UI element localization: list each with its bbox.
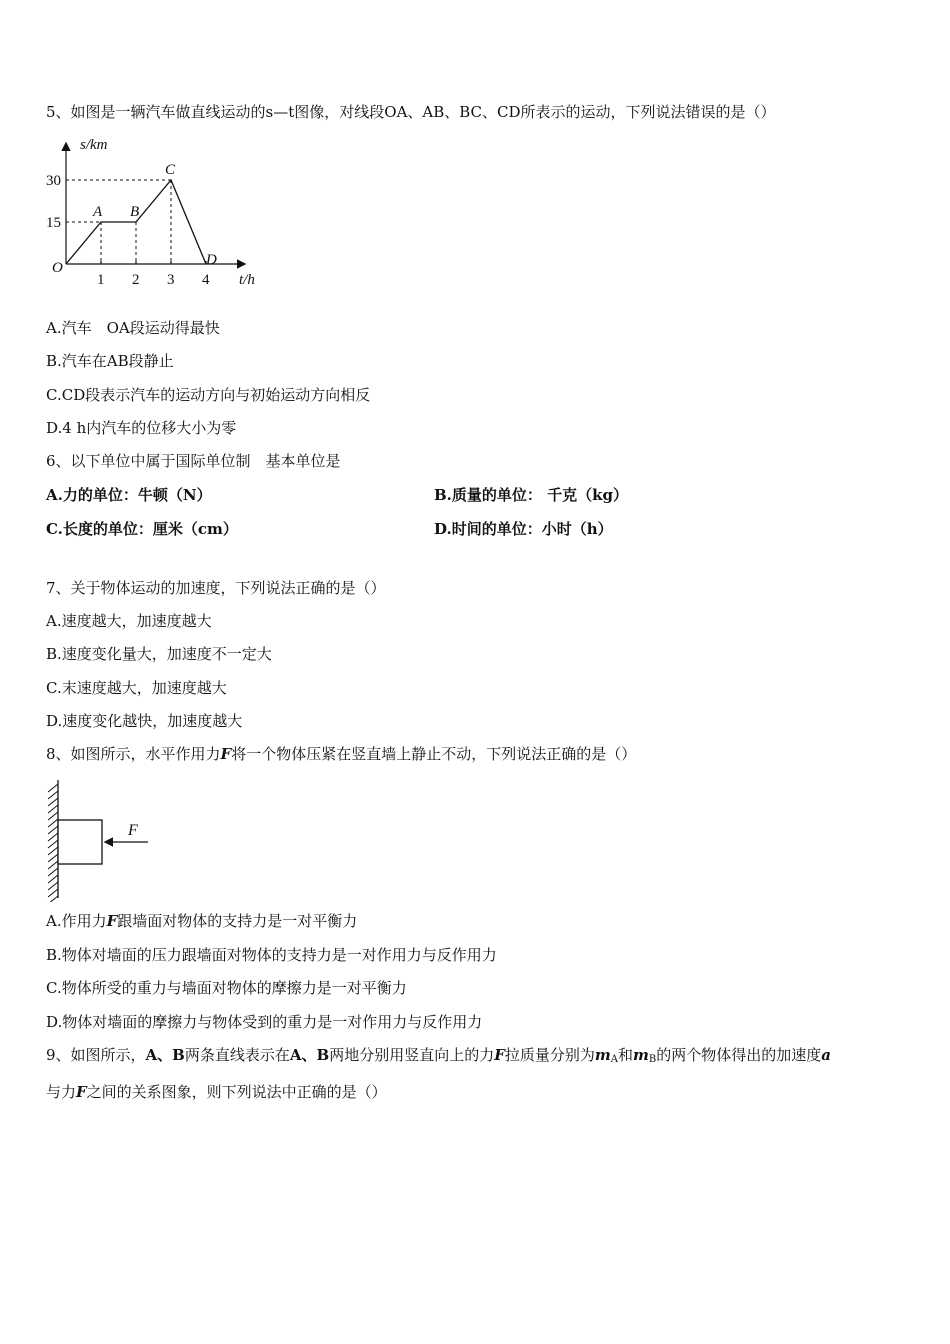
hatch-line — [48, 784, 58, 792]
x-tick-label-2: 2 — [132, 272, 140, 288]
hatch-line — [48, 868, 58, 876]
q9-stem-line1 — [46, 1045, 831, 1070]
hatch-line — [48, 889, 58, 897]
q9-text: 和 — [618, 1046, 634, 1064]
q5-option-b: B.汽车在AB段静止 — [46, 352, 174, 370]
q6-option-c: C.长度的单位：厘米（cm） — [46, 520, 238, 538]
q5-option-d: D.4 h内汽车的位移大小为零 — [46, 419, 237, 437]
q8-stem-part2: 将一个物体压紧在竖直墙上静止不动，下列说法正确的是（） — [231, 745, 637, 763]
q6-stem: 6、以下单位中属于国际单位制 基本单位是 — [46, 452, 341, 470]
x-tick-label-4: 4 — [202, 272, 210, 288]
q8-option-a-force-symbol: F — [106, 912, 118, 930]
origin-label: O — [52, 260, 63, 276]
q8-wall-figure — [40, 778, 160, 902]
hatch-line — [48, 826, 58, 834]
q9-text: A、B — [145, 1046, 185, 1064]
q9-subscript: B — [648, 1054, 657, 1065]
hatch-line — [48, 854, 58, 862]
hatch-line — [48, 882, 58, 890]
point-label-D: D — [206, 252, 217, 268]
q9-subscript: A — [610, 1054, 619, 1065]
q9-text: 两条直线表示在 — [184, 1046, 290, 1064]
q6-option-d: D.时间的单位：小时（h） — [434, 520, 613, 538]
y-tick-label-15: 15 — [46, 215, 61, 231]
q8-stem — [46, 744, 636, 764]
hatch-line — [48, 812, 58, 820]
x-tick-label-1: 1 — [97, 272, 105, 288]
q5-option-c: C.CD段表示汽车的运动方向与初始运动方向相反 — [46, 386, 371, 404]
q9-text: 拉质量分别为 — [504, 1046, 595, 1064]
hatch-line — [48, 791, 58, 799]
q9-text: 的两个物体得出的加速度 — [656, 1046, 822, 1064]
q9-force-symbol: F — [76, 1083, 87, 1101]
q7-option-d: D.速度变化越快，加速度越大 — [46, 712, 243, 730]
block — [58, 820, 102, 864]
hatch-line — [48, 896, 58, 902]
y-axis-label: s/km — [80, 137, 108, 153]
q5-st-graph — [44, 134, 274, 294]
q7-option-c: C.末速度越大，加速度越大 — [46, 679, 227, 697]
hatch-line — [48, 805, 58, 813]
point-label-C: C — [165, 162, 176, 178]
q8-option-a — [46, 911, 357, 931]
q9-text: 9、如图所示， — [46, 1046, 146, 1064]
q5-option-a: A.汽车 OA段运动得最快 — [46, 319, 220, 337]
point-label-B: B — [130, 204, 140, 220]
q9-text: 两地分别用竖直向上的力 — [329, 1046, 495, 1064]
q6-option-b: B.质量的单位： 千克（kg） — [434, 486, 629, 504]
q7-option-b: B.速度变化量大，加速度不一定大 — [46, 645, 272, 663]
force-label: F — [128, 822, 138, 839]
x-axis-label: t/h — [239, 272, 255, 288]
hatch-line — [48, 847, 58, 855]
q9-text: 之间的关系图象，则下列说法中正确的是（） — [86, 1083, 387, 1101]
q9-mass-symbol: m — [594, 1046, 611, 1064]
y-tick-label-30: 30 — [46, 173, 61, 189]
q9-stem-line2 — [46, 1082, 387, 1102]
q9-acceleration-symbol: a — [821, 1046, 832, 1064]
q8-option-a-part1: A.作用力 — [46, 912, 107, 930]
point-label-A: A — [93, 204, 103, 220]
hatch-line — [48, 861, 58, 869]
q8-stem-force-symbol: F — [220, 745, 232, 763]
hatch-line — [48, 840, 58, 848]
q9-text: A、B — [289, 1046, 330, 1064]
q9-text: 与力 — [46, 1083, 77, 1101]
hatch-line — [48, 833, 58, 841]
wall-hatching — [48, 784, 58, 902]
q6-option-a: A.力的单位：牛顿（N） — [46, 486, 212, 504]
hatch-line — [48, 819, 58, 827]
q8-option-b: B.物体对墙面的压力跟墙面对物体的支持力是一对作用力与反作用力 — [46, 946, 497, 964]
q8-option-a-part2: 跟墙面对物体的支持力是一对平衡力 — [117, 912, 358, 930]
q8-option-c: C.物体所受的重力与墙面对物体的摩擦力是一对平衡力 — [46, 979, 407, 997]
q7-option-a: A.速度越大，加速度越大 — [46, 612, 212, 630]
q8-option-d: D.物体对墙面的摩擦力与物体受到的重力是一对作用力与反作用力 — [46, 1013, 483, 1031]
q9-mass-symbol: m — [633, 1046, 649, 1064]
q5-stem: 5、如图是一辆汽车做直线运动的s—t图像，对线段OA、AB、BC、CD所表示的运动，下列说法错误的是（） — [46, 103, 776, 121]
q8-stem-part1: 8、如图所示，水平作用力 — [46, 745, 221, 763]
x-tick-label-3: 3 — [167, 272, 175, 288]
q9-force-symbol: F — [494, 1046, 505, 1064]
q7-stem: 7、关于物体运动的加速度，下列说法正确的是（） — [46, 579, 386, 597]
hatch-line — [48, 875, 58, 883]
hatch-line — [48, 798, 58, 806]
